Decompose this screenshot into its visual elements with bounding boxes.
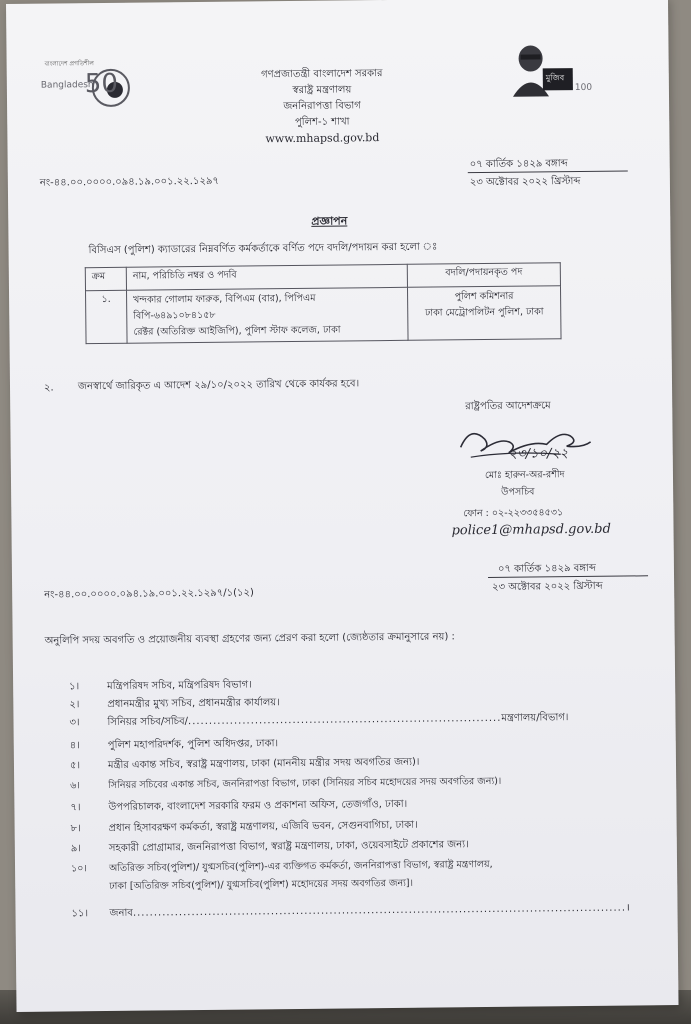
logo-country-text: Bangladesh <box>40 80 94 91</box>
posting-line-2: ঢাকা মেট্রোপলিটন পুলিশ, ঢাকা <box>424 306 544 319</box>
table-row <box>86 286 562 344</box>
header-name: নাম, পরিচিতি নম্বর ও পদবি <box>126 264 407 290</box>
list-item: ৬। সিনিয়র সচিবের একান্ত সচিব, জননিরাপত্তা বিভাগ, ঢাকা (সিনিয়র সচিব মহোদয়ের সদয় অবগতির জন্য)। <box>70 775 502 792</box>
list-item: ৭। উপপরিচালক, বাংলাদেশ সরকারি ফরম ও প্রকাশনা অফিস, তেজগাঁও, ঢাকা। <box>70 798 408 814</box>
header-serial: ক্রম <box>85 267 126 290</box>
signer-email: police1@mhapsd.gov.bd <box>451 521 611 539</box>
memo2-date-bangla: ০৭ কার্তিক ১৪২৯ বঙ্গাব্দ <box>497 562 596 575</box>
row-posting <box>407 286 561 341</box>
letterhead <box>207 65 438 147</box>
signature-date: ২৩/১০/২২ <box>508 446 569 462</box>
memo2-date-english: ২৩ অক্টোবর ২০২২ খ্রিস্টাব্দ <box>492 580 603 593</box>
list-item: ৫। মন্ত্রীর একান্ত সচিব, স্বরাষ্ট্র মন্ত্রণালয়, ঢাকা (মাননীয় মন্ত্রীর সদয় অবগতির জন্য)। <box>69 756 420 772</box>
logo-small-text: বাংলাদেশ প্রগতিশীল <box>44 60 94 68</box>
document-title: প্রজ্ঞাপন <box>311 214 348 228</box>
document-page <box>6 0 679 1012</box>
row-serial: ১. <box>86 290 128 343</box>
list-item: ২। প্রধানমন্ত্রীর মুখ্য সচিব, প্রধানমন্ত্রীর কার্যালয়। <box>69 697 280 711</box>
copy-intro: অনুলিপি সদয় অবগতি ও প্রয়োজনীয় ব্যবস্থা গ্রহণের জন্য প্রেরণ করা হলো (জ্যেষ্ঠতার ক্রমানুসারে নয়) : <box>44 631 455 647</box>
bangladesh-50-logo <box>37 58 138 114</box>
para2-number: ২. <box>43 382 54 394</box>
list-item-continuation: ঢাকা [অতিরিক্ত সচিব(পুলিশ)/ যুগ্মসচিব(পুলিশ) মহোদয়ের সদয় অবগতির জন্য]। <box>109 877 414 892</box>
logo-right-label: মুজিব <box>545 73 565 83</box>
header-line-4: পুলিশ-১ শাখা <box>294 116 350 128</box>
para2-text: জনস্বার্থে জারিকৃত এ আদেশ ২৯/১০/২০২২ তারিখ থেকে কার্যকর হবে। <box>77 378 360 393</box>
list-item: ১১। জনাব......................................................................................................................। <box>71 902 630 920</box>
list-item: ৮। প্রধান হিসাবরক্ষণ কর্মকর্তা, স্বরাষ্ট্র মন্ত্রণালয়, এজিবি ভবন, সেগুনবাগিচা, ঢাকা। <box>70 819 418 835</box>
order-line: রাষ্ট্রপতির আদেশক্রমে <box>465 400 551 413</box>
mujib-100-logo <box>506 38 597 99</box>
memo-date-bangla: ০৭ কার্তিক ১৪২৯ বঙ্গাব্দ <box>469 158 568 171</box>
header-line-1: গণপ্রজাতন্ত্রী বাংলাদেশ সরকার <box>260 68 383 81</box>
fifty-emblem-icon <box>81 58 138 111</box>
intro-text: বিসিএস (পুলিশ) ক্যাডারের নিম্নবর্ণিত কর্মকর্তাকে বর্ণিত পদে বদলি/পদায়ন করা হলো ঃ <box>88 241 438 257</box>
id-line: বিপি-৬৪৯১০৮৪১৫৮ <box>133 309 216 322</box>
memo2-number: নং-৪৪.০০.০০০০.০৯৪.১৯.০০১.২২.১২৯৭/১(১২) <box>44 587 254 601</box>
signer-name: মোঃ হারুন-অর-রশীদ <box>484 469 565 482</box>
name-line: খন্দকার গোলাম ফারুক, বিপিএম (বার), পিপিএম <box>133 292 316 306</box>
header-line-2: স্বরাষ্ট্র মন্ত্রণালয় <box>292 84 352 97</box>
row-name <box>127 287 409 343</box>
header-website: www.mhapsd.gov.bd <box>265 131 380 146</box>
signer-phone: ফোন : ০২-২২৩৩৫৪৫৩১ <box>463 507 564 520</box>
list-item: ৪। পুলিশ মহাপরিদর্শক, পুলিশ অধিদপ্তর, ঢাকা। <box>69 738 279 752</box>
portrait-icon <box>506 38 597 99</box>
designation-line: রেক্টর (অতিরিক্ত আইজিপি), পুলিশ স্টাফ কলেজ, ঢাকা <box>133 324 341 338</box>
list-item: ৯। সহকারী প্রোগ্রামার, জননিরাপত্তা বিভাগ, স্বরাষ্ট্র মন্ত্রণালয়, ঢাকা, ওয়েবসাইটে প্রকাশের জন্য। <box>70 839 469 855</box>
list-item: ১০। অতিরিক্ত সচিব(পুলিশ)/ যুগ্মসচিব(পুলিশ)-এর ব্যক্তিগত কর্মকর্তা, জননিরাপত্তা বিভাগ, স্বরাষ্ট্র মন্ত্রণালয়, <box>71 858 493 875</box>
posting-line-1: পুলিশ কমিশনার <box>454 290 514 303</box>
header-posting: বদলি/পদায়নকৃত পদ <box>407 263 560 288</box>
logo-number: 50 <box>84 68 119 100</box>
signer-designation: উপসচিব <box>501 486 535 498</box>
memo-date-english: ২৩ অক্টোবর ২০২২ খ্রিস্টাব্দ <box>469 175 581 189</box>
memo-number: নং-৪৪.০০.০০০০.০৯৪.১৯.০০১.২২.১২৯৭ <box>39 175 219 189</box>
logo-right-number: 100 <box>574 82 593 94</box>
header-line-3: জননিরাপত্তা বিভাগ <box>283 100 361 113</box>
list-item: ১। মন্ত্রিপরিষদ সচিব, মন্ত্রিপরিষদ বিভাগ। <box>69 679 252 693</box>
officer-table <box>85 262 562 344</box>
list-item: ৩। সিনিয়র সচিব/সচিব/...........................................................................মন্ত্রণালয়/বিভাগ। <box>69 712 569 729</box>
